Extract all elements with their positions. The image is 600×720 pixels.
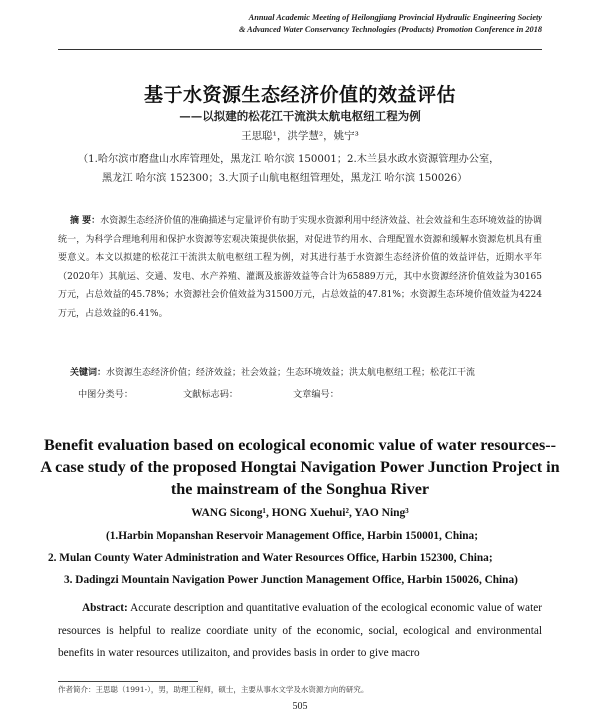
english-affiliation-line: 2. Mulan County Water Administration and Water Resources Office, Harbin 152300, China; bbox=[48, 552, 493, 564]
chinese-keywords-text: 水资源生态经济价值；经济效益；社会效益；生态环境效益；洪太航电枢纽工程；松花江干流 bbox=[106, 368, 476, 378]
author-footnote: 作者简介：王思聪（1991-），男，助理工程师，硕士，主要从事水文学及水资源方向的研究。 bbox=[58, 685, 369, 694]
english-authors: WANG Sicong¹, HONG Xuehui², YAO Ning³ bbox=[191, 507, 409, 519]
article-number-label: 文章编号： bbox=[293, 389, 339, 400]
header-rule bbox=[58, 49, 542, 50]
chinese-abstract-text: 水资源生态经济价值的准确描述与定量评价有助于实现水资源利用中经济效益、社会效益和生态环境效益的协调统一，为科学合理地利用和保护水资源等宏观决策提供依据，对促进节约用水、合理配置水资源和缓解水资源危机具有重要意义。本文以拟建的松花江干流洪太航电枢纽工程为例，对其进行基于水资源生态经济价值的效益评估，近期水平年（2020年）其航运、交通、发电、水产养殖、灌溉及旅游效益等合计为65889万元，其中水资源经济价值效益为30165万元，占总效益的45.78%；水资源社会价值效益为31500万元，占总效益的47.81%；水资源生态环境价值效益为4224万元，占总效益的6.41%。 bbox=[58, 216, 542, 319]
english-abstract bbox=[58, 597, 542, 665]
chinese-keywords bbox=[70, 365, 542, 378]
chinese-title: 基于水资源生态经济价值的效益评估 bbox=[143, 84, 456, 106]
header-line-1: Annual Academic Meeting of Heilongjiang Provincial Hydraulic Engineering Society bbox=[248, 13, 542, 22]
english-title: Benefit evaluation based on ecological economic value of water resources--A case study of the proposed Hongtai Navigation Power Junction Project in the mainstream of the Songhua River bbox=[40, 436, 560, 498]
conference-header bbox=[239, 12, 542, 36]
page-number: 505 bbox=[292, 701, 308, 712]
chinese-abstract-label: 摘 要： bbox=[70, 216, 101, 226]
chinese-keywords-label: 关键词： bbox=[70, 368, 107, 378]
english-abstract-text: Accurate description and quantitative evaluation of the ecological economic value of water resources is helpful to realize coordiate unity of the economic, social, ecological and environmental benefits in water resources utilizaiton, and provides basis in order to give macro bbox=[58, 602, 542, 659]
english-affiliation-line: 3. Dadingzi Mountain Navigation Power Junction Management Office, Harbin 150026, China) bbox=[64, 574, 518, 586]
chinese-subtitle: ——以拟建的松花江干流洪太航电枢纽工程为例 bbox=[179, 109, 421, 123]
chinese-authors: 王思聪¹，洪学慧²，姚宁³ bbox=[241, 130, 359, 142]
english-abstract-label: Abstract: bbox=[82, 602, 128, 614]
header-line-2: & Advanced Water Conservancy Technologies (Products) Promotion Conference in 2018 bbox=[238, 25, 542, 34]
chinese-affiliations bbox=[78, 150, 540, 188]
document-code-label: 文献标志码： bbox=[183, 389, 239, 400]
footnote-rule bbox=[58, 681, 198, 682]
chinese-abstract bbox=[58, 212, 542, 324]
chinese-affiliation-line: （1.哈尔滨市磨盘山水库管理处，黑龙江 哈尔滨 150001；2.木兰县水政水资源管理办公室， bbox=[78, 154, 500, 165]
chinese-affiliation-line: 黑龙江 哈尔滨 152300；3.大顶子山航电枢纽管理处，黑龙江 哈尔滨 150026） bbox=[102, 173, 468, 184]
class-number-label: 中图分类号： bbox=[78, 389, 134, 400]
english-affiliations bbox=[48, 525, 560, 591]
english-affiliation-line: (1.Harbin Mopanshan Reservoir Management Office, Harbin 150001, China; bbox=[106, 530, 478, 542]
classification-row bbox=[78, 386, 339, 400]
